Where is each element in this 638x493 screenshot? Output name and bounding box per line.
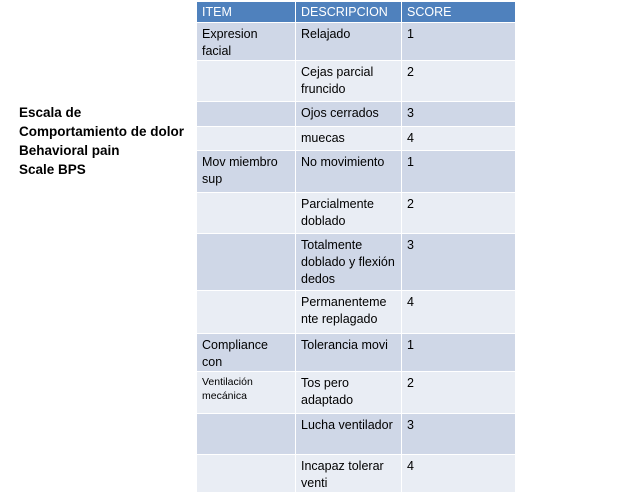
score-cell: 1 bbox=[402, 334, 516, 372]
score-cell: 3 bbox=[402, 234, 516, 291]
scale-title-line: Comportamiento de dolor bbox=[19, 124, 184, 139]
descripcion-cell: Ojos cerrados bbox=[296, 102, 402, 127]
descripcion-cell: Tos pero adaptado bbox=[296, 372, 402, 414]
scale-title bbox=[19, 103, 184, 179]
item-cell bbox=[197, 61, 296, 102]
descripcion-cell: Incapaz tolerar venti bbox=[296, 455, 402, 493]
item-cell bbox=[197, 234, 296, 291]
item-cell: Ventilación mecánica bbox=[197, 372, 296, 414]
scale-title-line: Scale BPS bbox=[19, 162, 86, 177]
table-row bbox=[197, 455, 516, 493]
table-row bbox=[197, 102, 516, 127]
descripcion-cell: Cejas parcial fruncido bbox=[296, 61, 402, 102]
descripcion-cell: Permanenteme nte replagado bbox=[296, 291, 402, 334]
score-cell: 1 bbox=[402, 23, 516, 61]
item-cell bbox=[197, 455, 296, 493]
table-row bbox=[197, 291, 516, 334]
score-cell: 4 bbox=[402, 127, 516, 151]
score-cell: 3 bbox=[402, 102, 516, 127]
score-cell: 3 bbox=[402, 414, 516, 455]
item-cell: Compliance con bbox=[197, 334, 296, 372]
score-cell: 4 bbox=[402, 291, 516, 334]
item-cell: Expresion facial bbox=[197, 23, 296, 61]
descripcion-cell: Parcialmente doblado bbox=[296, 193, 402, 234]
scale-title-line: Behavioral pain bbox=[19, 143, 120, 158]
table-row bbox=[197, 334, 516, 372]
descripcion-cell: Lucha ventilador bbox=[296, 414, 402, 455]
descripcion-cell: muecas bbox=[296, 127, 402, 151]
table-row bbox=[197, 414, 516, 455]
table-row bbox=[197, 127, 516, 151]
scale-title-line: Escala de bbox=[19, 105, 82, 120]
table-row bbox=[197, 151, 516, 193]
header-row bbox=[197, 2, 516, 23]
header-item: ITEM bbox=[197, 2, 296, 23]
score-cell: 2 bbox=[402, 372, 516, 414]
table-row bbox=[197, 193, 516, 234]
item-cell: Mov miembro sup bbox=[197, 151, 296, 193]
descripcion-cell: Totalmente doblado y flexión dedos bbox=[296, 234, 402, 291]
score-cell: 2 bbox=[402, 61, 516, 102]
item-cell bbox=[197, 414, 296, 455]
score-cell: 4 bbox=[402, 455, 516, 493]
descripcion-cell: Tolerancia movi bbox=[296, 334, 402, 372]
item-cell bbox=[197, 291, 296, 334]
table-row bbox=[197, 234, 516, 291]
item-cell bbox=[197, 127, 296, 151]
header-score: SCORE bbox=[402, 2, 516, 23]
table-row bbox=[197, 372, 516, 414]
item-cell bbox=[197, 102, 296, 127]
descripcion-cell: Relajado bbox=[296, 23, 402, 61]
header-descripcion: DESCRIPCION bbox=[296, 2, 402, 23]
table-row bbox=[197, 23, 516, 61]
descripcion-cell: No movimiento bbox=[296, 151, 402, 193]
score-cell: 1 bbox=[402, 151, 516, 193]
table-row bbox=[197, 61, 516, 102]
bps-table bbox=[196, 1, 516, 493]
score-cell: 2 bbox=[402, 193, 516, 234]
item-cell bbox=[197, 193, 296, 234]
